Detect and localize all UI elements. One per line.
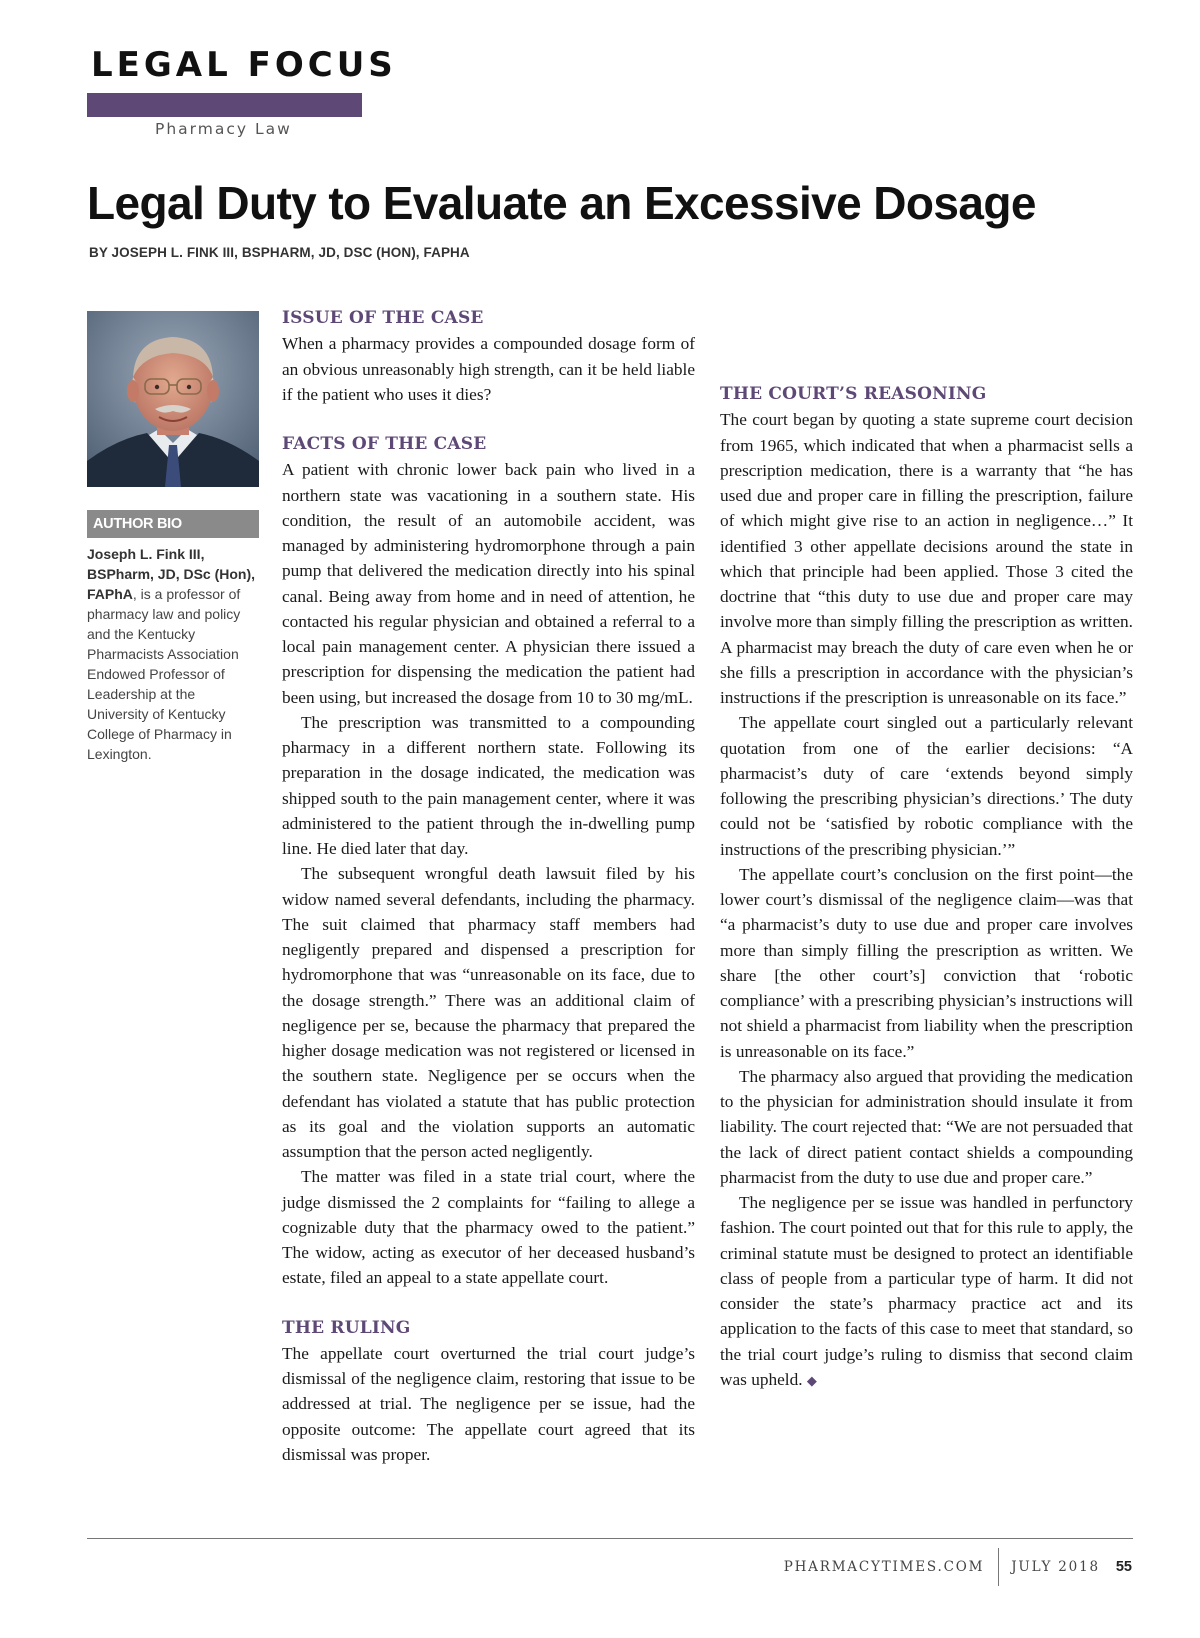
subsection-label: Pharmacy Law xyxy=(155,120,292,138)
footer-publication: PHARMACYTIMES.COM xyxy=(783,1559,985,1575)
reasoning-paragraph xyxy=(720,1190,1133,1393)
author-bio-text: , is a professor of pharmacy law and policy and the Kentucky Pharmacists Association Endowed Professor of Leadership at the University of Kentucky College of Pharmacy in Lexington. xyxy=(87,586,241,762)
ruling-paragraph: The appellate court overturned the trial court judge’s dismissal of the negligence claim, restoring that issue to be addressed at trial. The negligence per se issue, had the opposite outcome: The appellate court agreed that its dismissal was proper. xyxy=(282,1343,695,1464)
footer-divider xyxy=(998,1548,999,1586)
heading-reasoning: THE COURT’S REASONING xyxy=(720,384,987,404)
reasoning-paragraph: The appellate court singled out a particularly relevant quotation from one of the earlier decisions: “A pharmacist’s duty of care ‘extends beyond simply following the prescribing physician’s directions.’ The duty could not be ‘satisfied by robotic compliance with the instructions of the prescribing physician.’” xyxy=(720,713,1133,859)
author-portrait-icon xyxy=(87,311,259,487)
reasoning-paragraph: The appellate court’s conclusion on the first point—the lower court’s dismissal of the negligence claim—was that “a pharmacist’s duty to use due and proper care involves more than simply filling the prescription as written. We share [the other court’s] conviction that ‘robotic compliance’ with a prescribing physician’s instructions will not shield a pharmacist from liability when the prescription is unreasonable on its face.” xyxy=(720,864,1133,1061)
heading-ruling: THE RULING xyxy=(282,1317,411,1338)
end-mark-icon: ◆ xyxy=(806,1372,817,1388)
reasoning-last-text: The negligence per se issue was handled in perfunctory fashion. The court pointed out that for this rule to apply, the criminal statute must be designed to protect an identifiable class of people from a particular type of harm. It did not consider the state’s pharmacy practice act and its application to the facts of this case to meet that standard, so the trial court judge’s ruling to dismiss that second claim was upheld. xyxy=(720,1193,1133,1389)
facts-paragraph: The prescription was transmitted to a compounding pharmacy in a different northern state. Following its preparation in the dosage indicated, the medication was shipped south to the pain management center, where it was administered to the patient through the in-dwelling pump line. He died later that day. xyxy=(282,712,695,858)
heading-facts: FACTS OF THE CASE xyxy=(282,434,487,454)
footer-rule xyxy=(87,1538,1133,1539)
page-number: 55 xyxy=(1115,1559,1132,1575)
footer-issue: JULY 2018 xyxy=(1011,1559,1100,1575)
article-column-1 xyxy=(282,306,695,1467)
facts-paragraph: The subsequent wrongful death lawsuit filed by his widow named several defendants, including the pharmacy. The suit claimed that pharmacy staff members had negligently prepared and dispensed a prescription for hydromorphone that was “unreasonable on its face, due to the dosage strength.” There was an additional claim of negligence per se, because the pharmacy that prepared the higher dosage medication was not registered or licensed in the southern state. Negligence per se occurs when the defendant has violated a statute that has public protection as its goal and the violation supports an automatic assumption that the person acted negligently. xyxy=(282,864,695,1161)
facts-paragraph: The matter was filed in a state trial court, where the judge dismissed the 2 complaints for “failing to allege a cognizable duty that the pharmacy owed to the patient.” The widow, acting as executor of her deceased husband’s estate, filed an appeal to a state appellate court. xyxy=(282,1167,695,1288)
page-footer xyxy=(784,1547,1132,1587)
reasoning-paragraph: The pharmacy also argued that providing the medication to the physician for administration should insulate it from liability. The court rejected that: “We are not persuaded that the lack of direct patient contact shields a compounding pharmacist from the duty to use due and proper care.” xyxy=(720,1066,1133,1187)
article-title: Legal Duty to Evaluate an Excessive Dosage xyxy=(87,177,1036,229)
section-accent-bar xyxy=(87,93,362,117)
issue-paragraph: When a pharmacy provides a compounded dosage form of an obvious unreasonably high strength, can it be held liable if the patient who uses it dies? xyxy=(282,334,695,404)
article-column-2 xyxy=(720,382,1133,1393)
heading-issue: ISSUE OF THE CASE xyxy=(282,308,484,328)
reasoning-paragraph: The court began by quoting a state supreme court decision from 1965, which indicated that when a pharmacist sells a prescription medication, there is a warranty that “he has used due and proper care in filling the prescription, failure of which might give rise to an action in negligence…” It identified 3 other appellate decisions around the state in which that principle had been applied. Those 3 cited the doctrine that “this duty to use due and proper care may involve more than simply filling the prescription as written. A pharmacist may breach the duty of care even when he or she fills a prescription in accordance with the physician’s instructions if the prescription is unreasonable on its face.” xyxy=(720,410,1133,707)
author-bio-label: AUTHOR BIO xyxy=(87,510,259,538)
author-photo xyxy=(87,311,259,487)
section-label: LEGAL FOCUS xyxy=(91,45,397,85)
byline: BY JOSEPH L. FINK III, BSPHARM, JD, DSC (HON), FAPHA xyxy=(89,245,470,260)
author-bio-name: Joseph L. Fink III, BSPharm, JD, DSc (Hon), FAPhA xyxy=(87,546,256,602)
facts-paragraph: A patient with chronic lower back pain who lived in a northern state was vacationing in a southern state. His condition, the result of an automobile accident, was managed by administering hydromorphone through a pain pump that delivered the medication directly into his spinal canal. Being away from home and in need of attention, he contacted his regular physician and obtained a referral to a local pain management center. A physician there issued a prescription for dispensing the medication the patient had been using, but increased the dosage from 10 to 30 mg/mL. xyxy=(282,460,695,707)
author-bio xyxy=(87,544,259,764)
